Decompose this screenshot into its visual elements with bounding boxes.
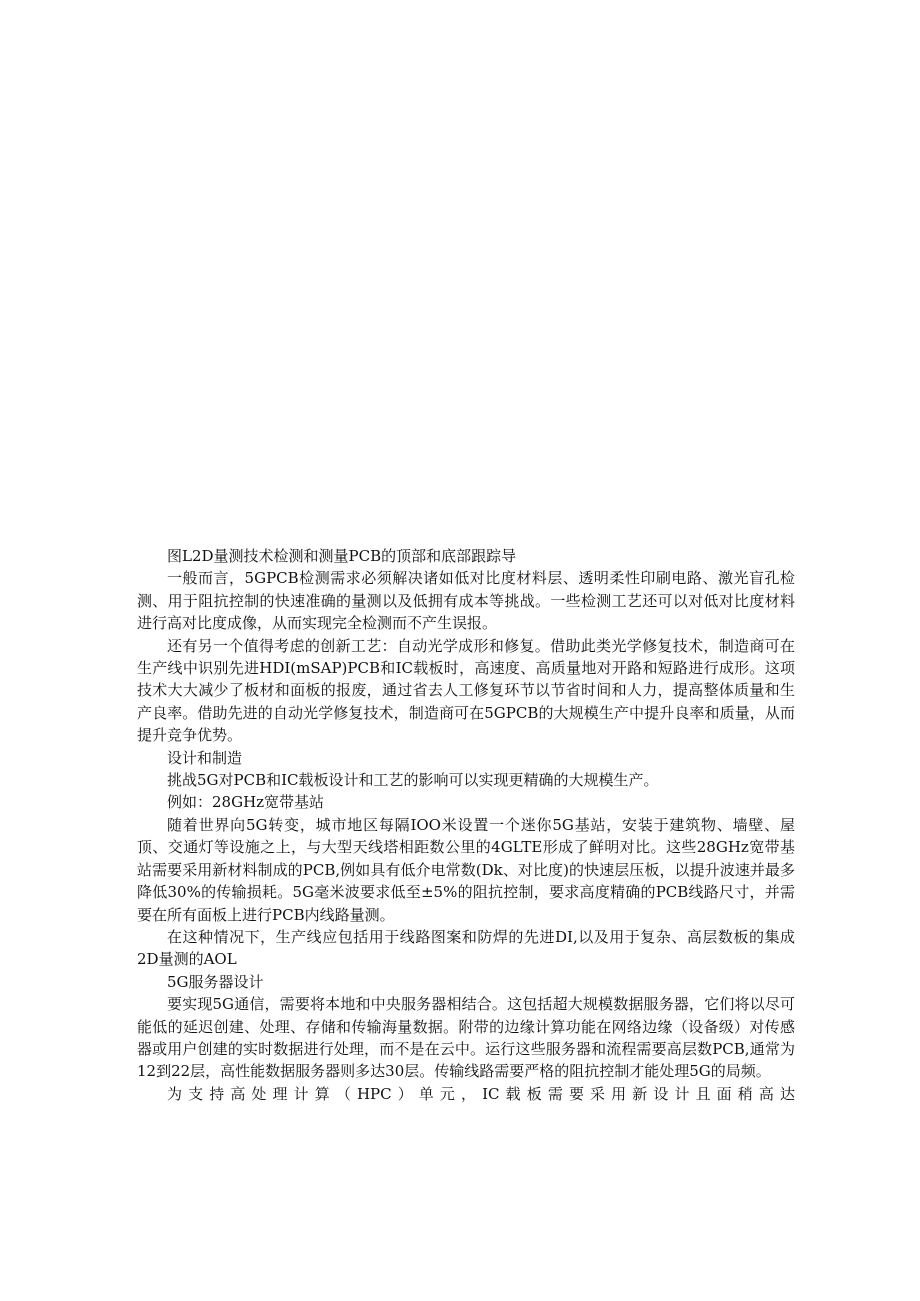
section-heading-server: 5G服务器设计	[167, 972, 264, 991]
paragraph-production-line: 在这种情况下，生产线应包括用于线路图案和防焊的先进DI,以及用于复杂、高层数板的集成2D量测的AOL	[137, 927, 795, 969]
document-body	[137, 545, 795, 1105]
blank-image-area	[0, 0, 920, 540]
paragraph-inspection: 一般而言，5GPCB检测需求必须解决诸如低对比度材料层、透明柔性印刷电路、激光盲孔检测、用于阻抗控制的快速准确的量测以及低拥有成本等挑战。一些检测工艺还可以对低对比度材料进行高对比度成像，从而实现完全检测而不产生误报。	[137, 569, 795, 633]
paragraph-challenge: 挑战5G对PCB和IC载板设计和工艺的影响可以实现更精确的大规模生产。	[167, 771, 659, 790]
paragraph-server: 要实现5G通信，需要将本地和中央服务器相结合。这包括超大规模数据服务器，它们将以尽可能低的延迟创建、处理、存储和传输海量数据。附带的边缘计算功能在网络边缘（设备级）对传感器或用户创建的实时数据进行处理，而不是在云中。运行这些服务器和流程需要高层数PCB,通常为12到22层，高性能数据服务器则多达30层。传输线路需要严格的阻抗控制才能处理5G的局频。	[137, 995, 795, 1081]
paragraph-hpc: 为支持高处理计算（HPC）单元，IC载板需要采用新设计且面稍高达	[167, 1084, 795, 1103]
figure-caption: 图L2D量测技术检测和测量PCB的顶部和底部跟踪导	[167, 547, 517, 565]
section-heading-design: 设计和制造	[167, 748, 243, 767]
paragraph-repair: 还有另一个值得考虑的创新工艺：自动光学成形和修复。借助此类光学修复技术，制造商可在生产线中识别先进HDI(mSAP)PCB和IC载板时，高速度、高质量地对开路和短路进行成形。这项技术大大减少了板材和面板的报废，通过省去人工修复环节以节省时间和人力，提高整体质量和生产良率。借助先进的自动光学修复技术，制造商可在5GPCB的大规模生产中提升良率和质量，从而提升竞争优势。	[137, 636, 795, 745]
paragraph-base-station: 随着世界向5G转变，城市地区每隔IOO米设置一个迷你5G基站，安装于建筑物、墙壁、屋顶、交通灯等设施之上，与大型天线塔相距数公里的4GLTE形成了鲜明对比。这些28GHz宽带基站需要采用新材料制成的PCB,例如具有低介电常数(Dk、对比度)的快速层压板，以提升波速并最多降低30%的传输损耗。5G毫米波要求低至±5%的阻抗控制，要求高度精确的PCB线路尺寸，并需要在所有面板上进行PCB内线路量测。	[137, 815, 795, 924]
example-heading: 例如：28GHz宽带基站	[167, 793, 325, 812]
